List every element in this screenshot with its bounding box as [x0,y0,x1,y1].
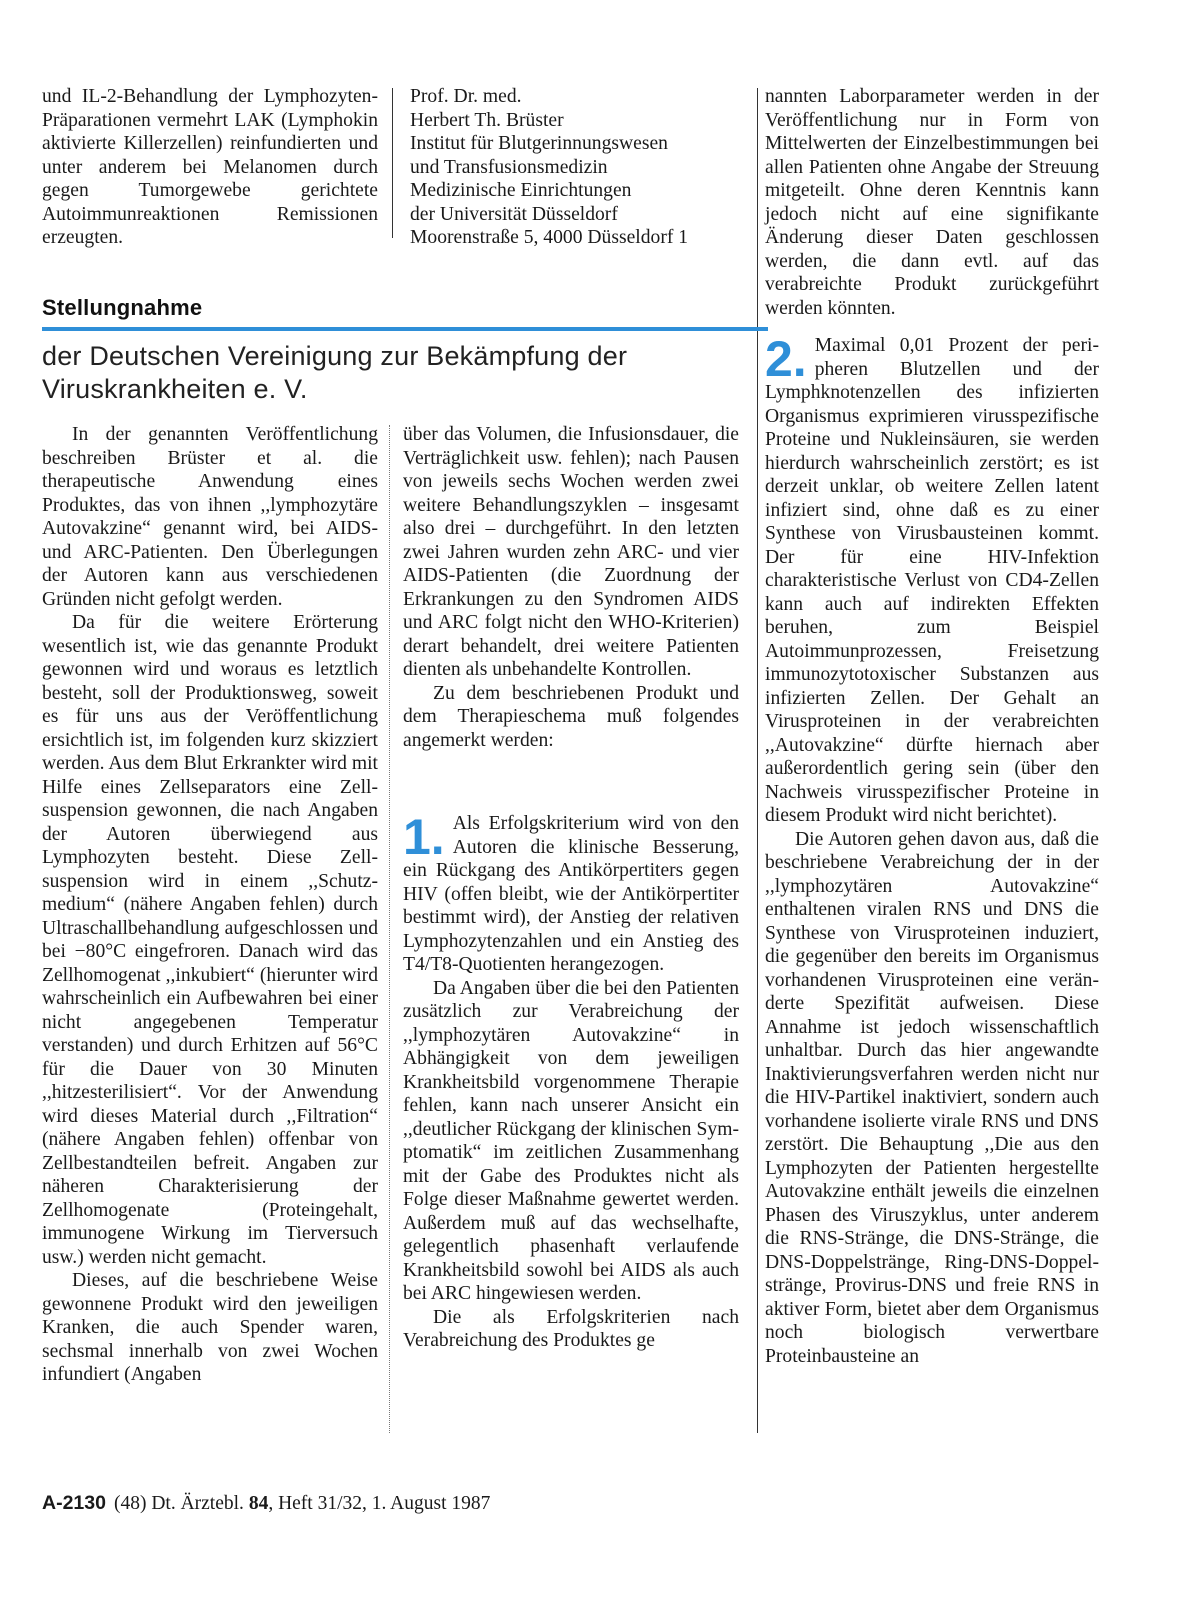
paragraph: über das Volumen, die Infusionsdauer, die Verträglichkeit usw. fehlen); nach Pausen von jeweils sechs Wochen werden zwei weitere Behandlungszyklen – insgesamt also drei – durchgeführt. In den letzten zwei Jahren wurden zehn ARC- und vier AIDS-Patienten (die Zuordnung der Erkrankungen zu den Syndromen AIDS und ARC folgt nicht den WHO-Kriterien) derart behandelt, drei weitere Patienten dienten als unbehandelte Kontrollen. [403,424,739,680]
section-heading: Stellungnahme [42,295,203,320]
point-number: 2. [765,331,807,387]
issue-date: , Heft 31/32, 1. August 1987 [268,1493,491,1514]
intro-continuation [42,85,378,250]
column-1 [42,423,378,1387]
author-name: Herbert Th. Brüster [410,109,564,131]
author-facility: Medizinische Einrichtungen [410,180,632,201]
paragraph: nannten Laborparameter werden in der Veröffentlichung nur in Form von Mittelwerten der Einzelbestimmungen bei allen Patienten ohne Angabe der Streuung mitgeteilt. Ohne deren Kenntnis kann jedoch nicht auf eine signifikante Änderung dieser Daten geschlossen werden, die dann evtl. auf das verabreichte Produkt zurückgeführt werden könnten. [765,86,1099,319]
section-subtitle: der Deutschen Vereinigung zur Bekämpfung der Viruskrankheiten e. V. [42,341,628,404]
author-institute: Institut für Blutgerinnungswesen [410,133,668,154]
column-divider [392,88,393,238]
author-institute-2: und Transfusionsmedizin [410,156,608,178]
author-title: Prof. Dr. med. [410,86,522,107]
author-street: Moorenstraße 5, 4000 Düsseldorf 1 [410,227,689,248]
author-address [410,85,750,250]
paragraph: Die Autoren gehen davon aus, daß die beschriebene Verabreichung der in der ,,lymphozytären Autovakzine“ enthaltenen viralen RNS und DNS die Synthese von Virusproteinen induziert, die gegenüber den bereits im Organismus vorhandenen Virusproteinen eine veränderte Spezifität aufweisen. Diese Annahme ist jedoch wissenschaftlich unhaltbar. Durch das hier angewandte Inaktivierungsverfahren werden nicht nur die HIV-Partikel inaktiviert, sondern auch vorhandene isolierte virale RNS und DNS zerstört. Die Behauptung ,,Die aus den Lymphozyten der Patienten hergestellte Autovakzine enthält jeweils die einzelnen Phasen des Viruszyklus, unter anderem die RNS-Stränge, die DNS-Stränge, die DNS-Doppelstränge, Ring-DNS-Doppelstränge, Provirus-DNS und freie RNS in aktiver Form, bietet aber dem Organismus noch biologisch verwertbare Proteinbausteine an [765,828,1099,1367]
author-university: der Universität Düsseldorf [410,203,618,225]
journal-volume: 84 [248,1493,269,1514]
point-number: 1. [403,809,445,865]
column-3 [765,85,1099,1368]
column-2 [403,423,739,1353]
paragraph: In der genannten Veröffentlichung beschreiben Brüster et al. die therapeutische Anwendung eines Produktes, das von ihnen ,,lymphozytäre Autovakzine“ genannt wird, bei AIDS- und ARC-Patienten. Den Überlegungen der Autoren kann aus verschiedenen Gründen nicht gefolgt werden. [42,424,378,610]
paragraph: Zu dem beschriebenen Produkt und dem Therapieschema muß folgendes angemerkt werden: [403,682,739,751]
numbered-point-1 [403,809,739,977]
paragraph: Die als Erfolgskriterien nach Verabreichung des Produktes ge [403,1306,739,1351]
paragraph: Dieses, auf die beschriebene Weise gewonnene Produkt wird den jeweiligen Kranken, die auch Spender waren, sechsmal innerhalb von zwei Wochen infundiert (Angaben [42,1270,378,1385]
page-footer [42,1492,490,1515]
paragraph: Da für die weitere Erörterung wesentlich ist, wie das genannte Produkt gewonnen wird und woraus es letztlich besteht, soll der Produktionsweg, soweit es für uns aus der Veröffentlichung ersichtlich ist, im folgenden kurz skizziert werden. Aus dem Blut Erkrankter wird mit Hilfe eines Zellseparators eine Zellsuspension gewonnen, die nach Angaben der Autoren überwiegend aus Lymphozyten besteht. Diese Zellsuspension wird in einem ,,Schutzmedium“ (nähere Angaben fehlen) durch Ultraschallbehandlung aufgeschlossen und bei −80°C eingefroren. Danach wird das Zellhomogenat ,,inkubiert“ (hierunter wird wahrscheinlich ein Aufbewahren bei einer nicht angegebenen Temperatur verstanden) und durch Erhitzen auf 56°C für die Dauer von 30 Minuten ,,hitzesterilisiert“. Vor der Anwendung wird dieses Material durch ,,Filtration“ (nähere Angaben fehlen) offenbar von Zellbestandteilen befreit. Angaben zur näheren Charakterisierung der Zellhomogenate (Proteingehalt, immunogene Wirkung im Tierversuch usw.) werden nicht gemacht. [42,612,378,1268]
paragraph: Maximal 0,01 Prozent der peripheren Blutzellen und der Lymphknotenzellen des infizierten Organismus exprimieren virusspezifische Proteine und Nukleinsäuren, sie werden hierdurch wahrscheinlich zerstört; es ist derzeit unklar, ob weitere Zellen latent infiziert sind, ohne daß es zu einer Synthese von Virusbausteinen kommt. Der für eine HIV-Infektion charakteristische Verlust von CD4-Zellen kann auch auf indirekten Effekten beruhen, zum Beispiel Autoimmunprozessen, Freisetzung immunozytotoxischer Substanzen aus infizierten Zellen. Der Gehalt an Virusproteinen in der verabreichten ,,Autovakzine“ dürfte hiernach aber außerordentlich gering sein (über den Nachweis virusspezifischer Proteine in diesem Produkt wird nicht berichtet). [765,335,1099,826]
paragraph: und IL-2-Behandlung der Lymphozyten-Präparationen vermehrt LAK (Lymphokin aktivierte Killerzellen) reinfundierten und unter anderem bei Melanomen durch gegen Tumorgewebe gerichtete Autoimmunreaktionen Remissionen erzeugten. [42,86,378,248]
numbered-point-2 [765,331,1099,828]
paragraph: Als Erfolgskriterium wird von den Autoren die klinische Besserung, ein Rückgang des Antikörpertiters gegen HIV (offen bleibt, wie der Antikörpertiter bestimmt wird), der Anstieg der relativen Lymphozytenzahlen und ein Anstieg des T4/T8-Quotienten herangezogen. [403,813,739,975]
page-number: A-2130 [42,1492,106,1514]
heading-rule [42,327,768,331]
paragraph: Da Angaben über die bei den Patienten zusätzlich zur Verabreichung der ,,lymphozytären Autovakzine“ in Abhängigkeit von dem jeweiligen Krankheitsbild vorgenommene Therapie fehlen, kann nach unserer Ansicht ein ,,deutlicher Rückgang der klinischen Symptomatik“ im zeitlichen Zusammenhang mit der Gabe des Produktes nicht als Folge dieser Maßnahme gewertet werden. Außerdem muß auf das wechselhafte, gelegentlich phasenhaft verlaufende Krankheitsbild sowohl bei AIDS als auch bei ARC hingewiesen werden. [403,977,739,1304]
column-divider [757,88,758,1433]
column-divider [389,425,391,1433]
journal-citation: (48) Dt. Ärztebl. [113,1493,244,1514]
